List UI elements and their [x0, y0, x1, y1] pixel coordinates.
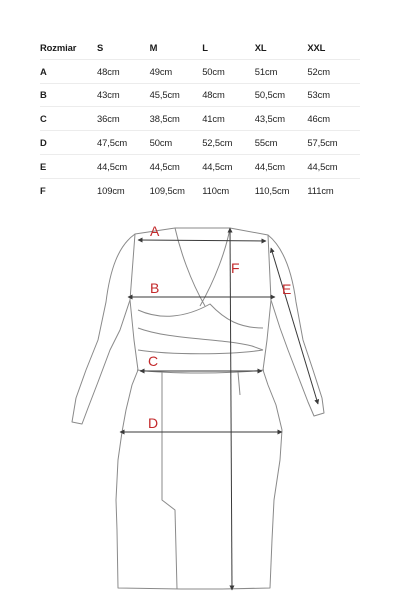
table-cell: 50cm — [202, 59, 255, 83]
neckline-wrap-right — [200, 228, 230, 306]
wrap-fold — [138, 304, 263, 328]
table-cell: 51cm — [255, 59, 308, 83]
table-cell: 50cm — [150, 131, 203, 155]
table-header-row — [40, 36, 360, 59]
measure-a-line — [138, 240, 266, 241]
table-cell: 46cm — [307, 107, 360, 131]
wrap-drape — [138, 328, 263, 350]
dress-measurement-diagram — [0, 210, 401, 601]
table-row — [40, 59, 360, 83]
measure-a-label: A — [150, 223, 160, 239]
table-row — [40, 83, 360, 107]
header-l: L — [202, 36, 255, 59]
table-cell: 43cm — [97, 83, 150, 107]
table-cell: 44,5cm — [150, 154, 203, 178]
table-cell: 41cm — [202, 107, 255, 131]
measure-f-label: F — [231, 260, 240, 276]
table-cell: 48cm — [97, 59, 150, 83]
row-label: F — [40, 184, 46, 196]
size-chart-table — [40, 36, 360, 202]
table-row — [40, 131, 360, 155]
table-cell: 45,5cm — [150, 83, 203, 107]
table-cell: 109cm — [97, 184, 125, 196]
table-cell: 48cm — [202, 83, 255, 107]
table-cell: 110cm — [202, 184, 230, 196]
table-cell: 44,5cm — [202, 154, 255, 178]
row-label: E — [40, 154, 97, 178]
table-cell: 43,5cm — [255, 107, 308, 131]
measure-b-label: B — [150, 280, 160, 296]
right-sleeve-outline — [268, 235, 324, 416]
table-cell: 55cm — [255, 131, 308, 155]
table-cell: 38,5cm — [150, 107, 203, 131]
table-cell: 111cm — [307, 184, 334, 196]
table-cell: 49cm — [150, 59, 203, 83]
header-size: Rozmiar — [40, 36, 97, 59]
table-cell: 52,5cm — [202, 131, 255, 155]
table-row — [40, 178, 360, 201]
row-label: A — [40, 59, 97, 83]
row-label: C — [40, 107, 97, 131]
table-cell: 52cm — [307, 59, 360, 83]
neckline-wrap-left — [175, 228, 205, 306]
header-xl: XL — [255, 36, 308, 59]
skirt-left-seam — [162, 372, 177, 589]
table-cell: 57,5cm — [307, 131, 360, 155]
left-sleeve-outline — [72, 234, 135, 424]
table-cell: 47,5cm — [97, 131, 150, 155]
measure-d-label: D — [148, 415, 159, 431]
table-cell: 44,5cm — [255, 154, 308, 178]
table-cell: 50,5cm — [255, 83, 308, 107]
table-cell: 110,5cm — [254, 184, 290, 196]
row-label: D — [40, 131, 97, 155]
measure-e-line — [271, 248, 318, 404]
table-cell: 44,5cm — [307, 154, 360, 178]
table-cell: 36cm — [97, 107, 150, 131]
measure-e-label: E — [282, 281, 292, 297]
row-label: B — [40, 83, 97, 107]
header-m: M — [150, 36, 203, 59]
table-cell: 53cm — [307, 83, 360, 107]
header-xxl: XXL — [307, 36, 360, 59]
skirt-right-seam — [238, 372, 240, 395]
table-cell: 109,5cm — [149, 184, 185, 196]
dress-body-outline — [116, 228, 282, 589]
measure-c-label: C — [148, 353, 159, 369]
measure-f-line — [230, 228, 232, 590]
table-cell: 44,5cm — [97, 154, 150, 178]
header-s: S — [97, 36, 150, 59]
table-row — [40, 154, 360, 178]
table-row — [40, 107, 360, 131]
